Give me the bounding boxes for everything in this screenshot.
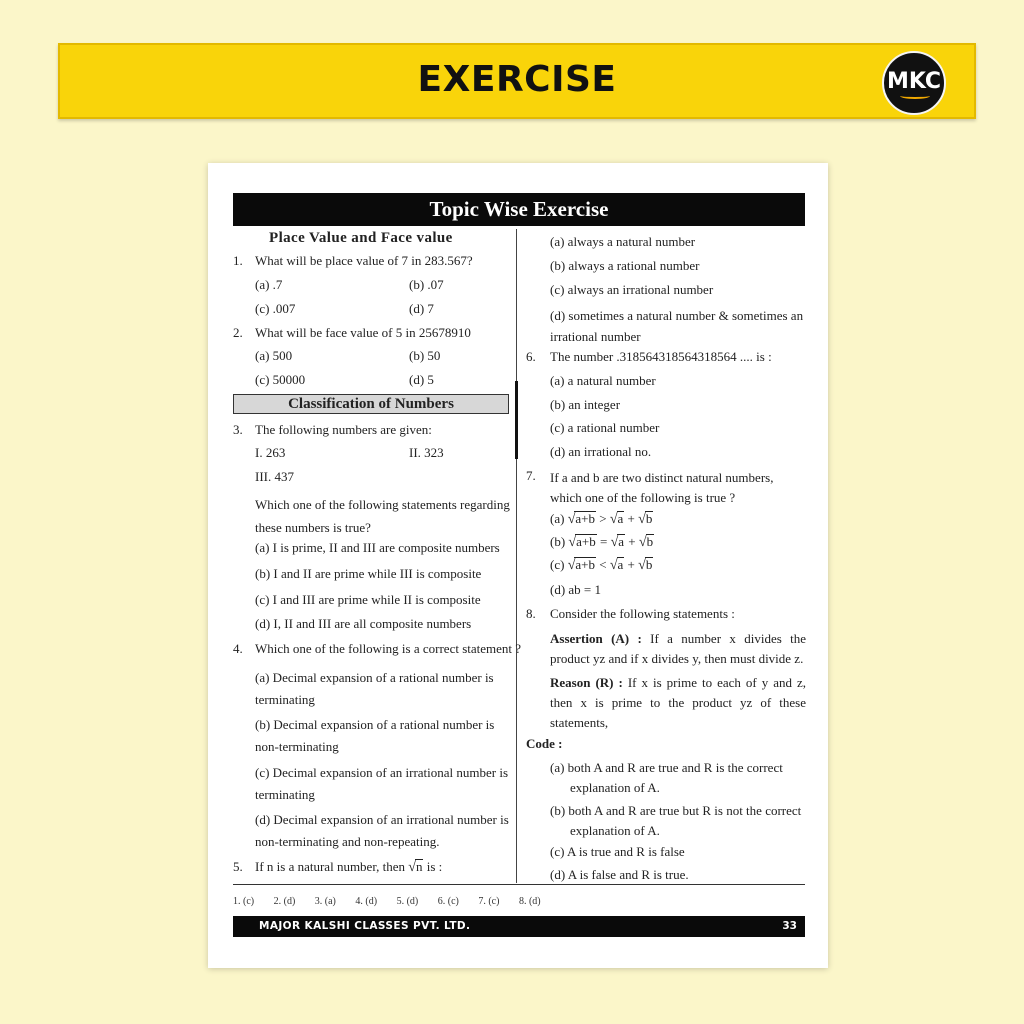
sqrt-icon: √ xyxy=(609,512,618,527)
q6-number: 6. xyxy=(526,349,536,364)
q1-option-c: (c) .007 xyxy=(255,301,296,316)
sqrt-icon: √ xyxy=(408,860,416,875)
radicand-b: b xyxy=(645,511,653,526)
answer-key-item: 1. (c) xyxy=(233,896,255,907)
logo-text: MKC xyxy=(886,69,942,94)
answer-key xyxy=(233,896,805,907)
q5-radicand: n xyxy=(415,859,423,874)
q2-option-c: (c) 50000 xyxy=(255,372,306,387)
exercise-banner xyxy=(58,43,976,119)
q3-stem: Which one of the following statements regarding these numbers is true? xyxy=(255,497,510,535)
sqrt-icon: √ xyxy=(568,535,577,550)
answer-key-item: 2. (d) xyxy=(273,896,296,907)
sqrt-icon: √ xyxy=(638,558,646,573)
radicand-b: b xyxy=(646,534,654,549)
q3-text: The following numbers are given: xyxy=(255,422,432,437)
radicand-ab: a+b xyxy=(576,534,596,549)
q6-option-d: (d) an irrational no. xyxy=(550,444,652,459)
q5-option-d: (d) sometimes a natural number & sometimes an irrational number xyxy=(550,308,804,344)
reason-label: Reason (R) : xyxy=(550,675,623,690)
answer-key-item: 5. (d) xyxy=(396,896,419,907)
q4-option-c: (c) Decimal expansion of an irrational number is terminating xyxy=(255,765,509,802)
q1-number: 1. xyxy=(233,253,243,268)
q8-number: 8. xyxy=(526,606,536,621)
op-equal: = xyxy=(599,534,608,549)
answer-key-item: 4. (d) xyxy=(355,896,378,907)
q4-option-a: (a) Decimal expansion of a rational number is terminating xyxy=(255,670,494,707)
publisher-name: MAJOR KALSHI CLASSES PVT. LTD. xyxy=(259,920,471,932)
q3-option-b: (b) I and II are prime while III is composite xyxy=(255,566,482,581)
op-less: < xyxy=(599,557,607,572)
assertion-text: If a number x divides the product yz and if x divides y, then must divide z. xyxy=(550,631,807,666)
q5-text-pre: If n is a natural number, then xyxy=(255,859,406,874)
logo-swoosh-icon xyxy=(900,93,930,99)
q2-option-a: (a) 500 xyxy=(255,348,293,363)
q7-text: If a and b are two distinct natural numbers, which one of the following is true ? xyxy=(550,470,774,505)
sqrt-icon: √ xyxy=(567,512,576,527)
q5-option-b: (b) always a rational number xyxy=(550,258,700,273)
answer-key-rule xyxy=(233,884,805,885)
q7-option-c xyxy=(550,557,653,575)
book-page xyxy=(208,163,828,968)
radicand-b: b xyxy=(645,557,653,572)
q3-option-d: (d) I, II and III are all composite numbers xyxy=(255,616,472,631)
q2-number: 2. xyxy=(233,325,243,340)
q6-option-c: (c) a rational number xyxy=(550,420,660,435)
q5-option-c: (c) always an irrational number xyxy=(550,282,714,297)
radicand-a: a xyxy=(617,557,624,572)
q8-option-a: (a) both A and R are true and R is the correct explanation of A. xyxy=(550,760,783,795)
radicand-ab: a+b xyxy=(575,511,595,526)
q7-number: 7. xyxy=(526,468,536,483)
q3-option-a: (a) I is prime, II and III are composite numbers xyxy=(255,540,500,555)
banner-title: EXERCISE xyxy=(417,59,617,100)
q7-option-c-label: (c) xyxy=(550,557,565,572)
q5-text xyxy=(255,859,442,877)
answer-key-item: 3. (a) xyxy=(314,896,336,907)
q8-assertion xyxy=(550,629,806,669)
q2-option-b: (b) 50 xyxy=(409,348,441,363)
op-plus: + xyxy=(627,511,635,526)
op-plus: + xyxy=(628,534,636,549)
q4-number: 4. xyxy=(233,641,243,656)
reason-text: If x is prime to each of y and z, then x is prime to the product yz of these statements, xyxy=(550,675,806,730)
column-divider-mark xyxy=(515,381,518,459)
radicand-a: a xyxy=(618,534,625,549)
q3-item-iii: III. 437 xyxy=(255,469,294,484)
page-header: Topic Wise Exercise xyxy=(233,193,805,226)
assertion-label: Assertion (A) : xyxy=(550,631,642,646)
q2-option-d: (d) 5 xyxy=(409,372,434,387)
q5-number: 5. xyxy=(233,859,243,874)
q1-option-a: (a) .7 xyxy=(255,277,283,292)
code-label: Code : xyxy=(526,736,563,751)
sqrt-icon: √ xyxy=(609,558,618,573)
radicand-a: a xyxy=(617,511,624,526)
sqrt-icon: √ xyxy=(638,535,647,550)
q7-option-b xyxy=(550,534,654,552)
page-footer xyxy=(233,916,805,937)
q1-option-d: (d) 7 xyxy=(409,301,434,316)
q8-option-b: (b) both A and R are true but R is not the correct explanation of A. xyxy=(550,803,802,838)
q8-text: Consider the following statements : xyxy=(550,606,735,621)
sqrt-icon: √ xyxy=(638,512,646,527)
q7-option-a xyxy=(550,511,653,529)
op-greater: > xyxy=(599,511,607,526)
q3-option-c: (c) I and III are prime while II is composite xyxy=(255,592,481,607)
q4-text: Which one of the following is a correct statement ? xyxy=(255,641,522,656)
op-plus: + xyxy=(627,557,635,572)
q7-option-a-label: (a) xyxy=(550,511,565,526)
section-heading-classification: Classification of Numbers xyxy=(233,394,509,414)
q2-text: What will be face value of 5 in 25678910 xyxy=(255,325,471,340)
answer-key-item: 6. (c) xyxy=(437,896,459,907)
q8-reason xyxy=(550,673,806,733)
q5-text-post: is : xyxy=(426,859,443,874)
q8-option-d: (d) A is false and R is true. xyxy=(550,867,689,882)
page-number: 33 xyxy=(782,920,797,932)
q3-number: 3. xyxy=(233,422,243,437)
q5-option-a: (a) always a natural number xyxy=(550,234,696,249)
q1-option-b: (b) .07 xyxy=(409,277,444,292)
q1-text: What will be place value of 7 in 283.567? xyxy=(255,253,473,268)
section-heading-place-value: Place Value and Face value xyxy=(269,230,453,246)
q6-text: The number .318564318564318564 .... is : xyxy=(550,349,772,364)
q4-option-b: (b) Decimal expansion of a rational number is non-terminating xyxy=(255,717,495,754)
column-divider xyxy=(516,229,517,883)
q3-item-ii: II. 323 xyxy=(409,445,444,460)
sqrt-icon: √ xyxy=(610,535,619,550)
q6-option-b: (b) an integer xyxy=(550,397,621,412)
q4-option-d: (d) Decimal expansion of an irrational number is non-terminating and non-repeating. xyxy=(255,812,509,849)
q6-option-a: (a) a natural number xyxy=(550,373,656,388)
q7-option-b-label: (b) xyxy=(550,534,566,549)
q7-option-d: (d) ab = 1 xyxy=(550,582,602,597)
answer-key-item: 8. (d) xyxy=(518,896,541,907)
answer-key-item: 7. (c) xyxy=(478,896,500,907)
radicand-ab: a+b xyxy=(575,557,595,572)
mkc-logo xyxy=(882,51,946,115)
sqrt-icon: √ xyxy=(567,558,576,573)
q3-item-i: I. 263 xyxy=(255,445,286,460)
q8-option-c: (c) A is true and R is false xyxy=(550,844,685,859)
